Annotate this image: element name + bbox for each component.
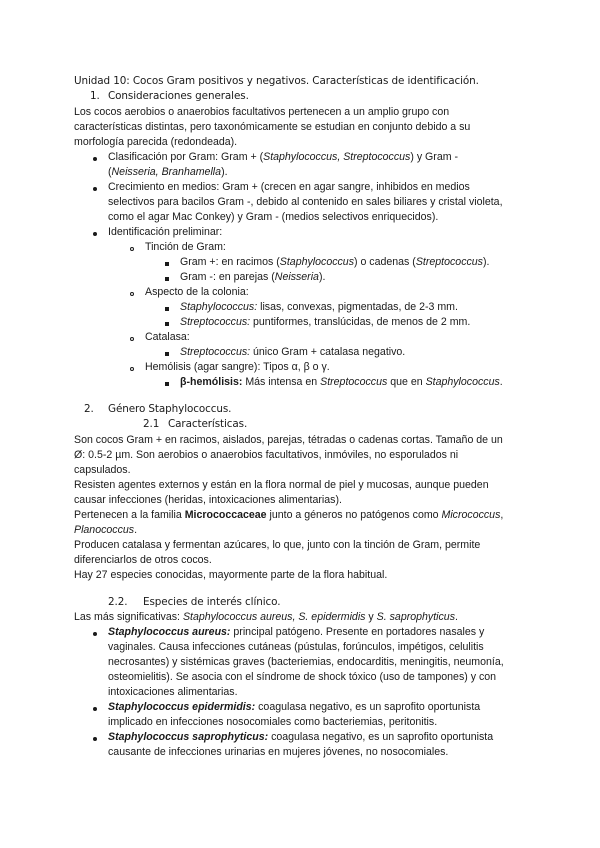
species-item-cont: osteomielitis). Se asocia con el síndrome de shock tóxico (uso de tampones) y con [108, 671, 497, 683]
bullet-dot [93, 157, 97, 161]
bullet-ring [130, 367, 134, 371]
species-item-cont: vaginales. Causa infecciones cutáneas (pústulas, forúnculos, impétigos, celulitis [108, 641, 484, 653]
species-item: Staphylococcus saprophyticus: coagulasa negativo, es un saprofito oportunista [108, 731, 494, 743]
paragraph-line: Hay 27 especies conocidas, mayormente parte de la flora habitual. [74, 569, 388, 581]
bullet-dot [93, 232, 97, 236]
paragraph-line: Son cocos Gram + en racimos, aislados, parejas, tétradas o cadenas cortas. Tamaño de un [74, 434, 503, 446]
bullet-item: Identificación preliminar: [108, 226, 223, 238]
paragraph-line: Las más significativas: Staphylococcus aureus, S. epidermidis y S. saprophyticus. [74, 611, 458, 623]
sub-sub-item: Streptococcus: puntiformes, translúcidas, de menos de 2 mm. [180, 316, 471, 328]
paragraph-line: diferenciarlos de otros cocos. [74, 554, 212, 566]
subsection-heading: Características. [168, 418, 248, 430]
paragraph-line: Producen catalasa y fermentan azúcares, lo que, junto con la tinción de Gram, permite [74, 539, 481, 551]
sub-sub-item: β-hemólisis: Más intensa en Streptococcus que en Staphylococcus. [180, 376, 503, 388]
bullet-item-cont: (Neisseria, Branhamella). [108, 166, 228, 178]
sub-sub-item: Staphylococcus: lisas, convexas, pigmentadas, de 2-3 mm. [180, 301, 458, 313]
sub-item: Aspecto de la colonia: [145, 286, 249, 298]
sub-sub-item: Gram -: en parejas (Neisseria). [180, 271, 326, 283]
bullet-square [165, 307, 169, 311]
bullet-square [165, 382, 169, 386]
bullet-square [165, 352, 169, 356]
bullet-dot [93, 737, 97, 741]
sub-item: Tinción de Gram: [145, 241, 226, 253]
bullet-item-cont: como el agar Mac Conkey) y Gram - (medios selectivos enriquecidos). [108, 211, 439, 223]
paragraph-line: Resisten agentes externos y están en la flora normal de piel y mucosas, aunque pueden [74, 479, 489, 491]
bullet-item: Clasificación por Gram: Gram + (Staphylococcus, Streptococcus) y Gram - [108, 151, 459, 163]
section-heading: Consideraciones generales. [108, 90, 249, 102]
paragraph-line: causar infecciones (heridas, intoxicaciones alimentarias). [74, 494, 342, 506]
species-item-cont: causante de infecciones urinarias en mujeres jóvenes, no nosocomiales. [108, 746, 449, 758]
section-heading: Género Staphylococcus. [108, 403, 232, 415]
paragraph-line: Pertenecen a la familia Micrococcaceae junto a géneros no patógenos como Micrococcus, [74, 509, 504, 521]
bullet-item: Crecimiento en medios: Gram + (crecen en agar sangre, inhibidos en medios [108, 181, 470, 193]
subsection-number: 2.2. [108, 596, 128, 608]
sub-sub-item: Gram +: en racimos (Staphylococcus) o cadenas (Streptococcus). [180, 256, 490, 268]
bullet-square [165, 262, 169, 266]
bullet-ring [130, 247, 134, 251]
subsection-heading: Especies de interés clínico. [143, 596, 281, 608]
subsection-number: 2.1 [143, 418, 160, 430]
sub-item: Catalasa: [145, 331, 190, 343]
section-number: 2. [84, 403, 94, 415]
bullet-dot [93, 632, 97, 636]
bullet-square [165, 277, 169, 281]
bullet-square [165, 322, 169, 326]
paragraph-line: morfología parecida (redondeada). [74, 136, 238, 148]
bullet-ring [130, 292, 134, 296]
paragraph-line: Los cocos aerobios o anaerobios facultativos pertenecen a un amplio grupo con [74, 106, 450, 118]
bullet-item-cont: selectivos para bacilos Gram -, debido al contenido en sales biliares y cristal violeta, [108, 196, 503, 208]
section-number: 1. [90, 90, 100, 102]
paragraph-line: Ø: 0.5-2 µm. Son aerobios o anaerobios facultativos, inmóviles, no esporulados ni [74, 449, 459, 461]
paragraph-line: características distintas, pero taxonómicamente se estudian en conjunto debido a su [74, 121, 471, 133]
species-item-cont: implicado en infecciones nosocomiales como bacteriemias, peritonitis. [108, 716, 438, 728]
paragraph-line: Planococcus. [74, 524, 138, 536]
sub-item: Hemólisis (agar sangre): Tipos α, β o γ. [145, 361, 330, 373]
bullet-dot [93, 707, 97, 711]
species-item-cont: necrosantes) y sistémicas graves (bacteriemias, endocarditis, meningitis, neumonía, [108, 656, 504, 668]
bullet-dot [93, 187, 97, 191]
paragraph-line: capsulados. [74, 464, 131, 476]
species-item: Staphylococcus aureus: principal patógeno. Presente en portadores nasales y [108, 626, 485, 638]
species-item-cont: intoxicaciones alimentarias. [108, 686, 238, 698]
bullet-ring [130, 337, 134, 341]
species-item: Staphylococcus epidermidis: coagulasa negativo, es un saprofito oportunista [108, 701, 481, 713]
sub-sub-item: Streptococcus: único Gram + catalasa negativo. [180, 346, 406, 358]
page-title: Unidad 10: Cocos Gram positivos y negativos. Características de identificación. [74, 75, 479, 87]
